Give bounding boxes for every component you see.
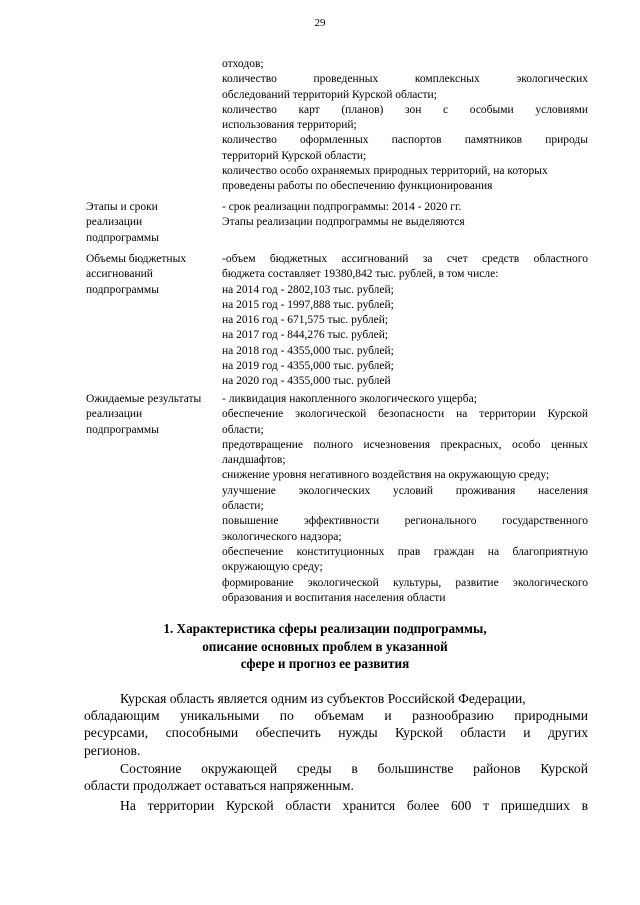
heading-line: 1. Характеристика сферы реализации подпрограммы, <box>163 621 487 636</box>
row-value <box>222 392 588 606</box>
value-line: - срок реализации подпрограммы: 2014 - 2020 гг. <box>222 201 462 213</box>
heading-line: сфере и прогноз ее развития <box>240 656 410 671</box>
value-line: на 2018 год - 4355,000 тыс. рублей; <box>222 344 394 357</box>
paragraph-line: Состояние окружающей среды в большинстве районов Курской <box>120 761 588 776</box>
row-label <box>86 392 218 438</box>
continuation-line: количество особо охраняемых природных территорий, на которых <box>222 165 548 178</box>
value-line: снижение уровня негативного воздействия на окружающую среду; <box>222 469 550 482</box>
value-line: -объем бюджетных ассигнований за счет средств областного <box>222 253 588 265</box>
continuation-line: количество оформленных паспортов памятников природы <box>222 134 588 147</box>
value-line: повышение эффективности регионального государственного <box>222 515 588 528</box>
label-line: подпрограммы <box>86 283 159 296</box>
value-line: предотвращение полного исчезновения прекрасных, особо ценных <box>222 438 588 451</box>
row-label <box>86 252 218 298</box>
paragraph <box>84 760 588 794</box>
continuation-line: обследований территорий Курской области; <box>222 88 437 101</box>
value-line: - ликвидация накопленного экологического ущерба; <box>222 393 477 405</box>
value-line: ландшафтов; <box>222 454 286 467</box>
continuation-line: проведены работы по обеспечению функционирования <box>222 180 493 193</box>
value-line: обеспечение экологической безопасности на территории Курской <box>222 408 588 421</box>
paragraph <box>84 797 588 814</box>
page-number: 29 <box>314 17 326 29</box>
label-line: реализации <box>86 216 143 229</box>
value-line: обеспечение конституционных прав граждан на благоприятную <box>222 545 588 558</box>
value-line: области; <box>222 423 264 436</box>
continuation-line: количество проведенных комплексных экологических <box>222 73 588 86</box>
continuation-line: использования территорий; <box>222 119 357 132</box>
continuation-line: количество карт (планов) зон с особыми условиями <box>222 103 588 116</box>
value-line: на 2020 год - 4355,000 тыс. рублей <box>222 375 391 388</box>
value-line: на 2017 год - 844,276 тыс. рублей; <box>222 329 389 342</box>
value-line: на 2014 год - 2802,103 тыс. рублей; <box>222 283 394 296</box>
paragraph-line: На территории Курской области хранится более 600 т пришедших в <box>120 798 588 813</box>
paragraph-line: регионов. <box>84 742 141 758</box>
row-label <box>86 200 218 246</box>
value-line: окружающую среду; <box>222 561 323 574</box>
paragraph-line: ресурсами, способными обеспечить нужды Курской области и других <box>84 725 588 741</box>
paragraph <box>84 690 588 759</box>
value-line: образования и воспитания населения области <box>222 591 446 604</box>
label-line: Этапы и сроки <box>86 201 158 213</box>
value-line: на 2019 год - 4355,000 тыс. рублей; <box>222 360 394 373</box>
label-line: подпрограммы <box>86 423 159 436</box>
label-line: ассигнований <box>86 268 153 281</box>
value-line: улучшение экологических условий проживания населения <box>222 484 588 497</box>
paragraph-line: Курская область является одним из субъектов Российской Федерации, <box>120 691 526 706</box>
label-line: Объемы бюджетных <box>86 253 187 265</box>
paragraph-line: области продолжает оставаться напряженным. <box>84 778 354 794</box>
paragraph-line: обладающим уникальными по объемам и разнообразию природными <box>84 708 588 724</box>
continuation-line: территорий Курской области; <box>222 149 367 162</box>
value-line: на 2016 год - 671,575 тыс. рублей; <box>222 314 389 327</box>
label-line: реализации <box>86 408 143 421</box>
heading-line: описание основных проблем в указанной <box>202 638 448 654</box>
row-value <box>222 252 588 390</box>
continuation-list <box>222 57 588 195</box>
value-line: формирование экологической культуры, развитие экологического <box>222 576 588 589</box>
continuation-line: отходов; <box>222 58 264 70</box>
section-heading <box>120 620 530 673</box>
label-line: подпрограммы <box>86 231 159 244</box>
row-value <box>222 200 588 231</box>
value-line: на 2015 год - 1997,888 тыс. рублей; <box>222 298 394 311</box>
value-line: бюджета составляет 19380,842 тыс. рублей, в том числе: <box>222 268 499 281</box>
value-line: области; <box>222 500 264 513</box>
label-line: Ожидаемые результаты <box>86 393 202 405</box>
value-line: Этапы реализации подпрограммы не выделяются <box>222 216 465 229</box>
value-line: экологического надзора; <box>222 530 342 543</box>
